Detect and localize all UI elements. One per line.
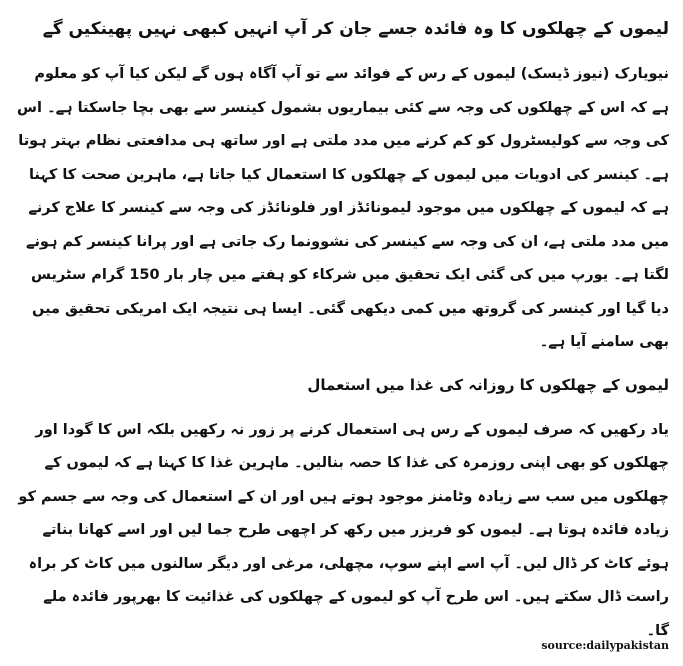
article-subheading: لیموں کے چھلکوں کا روزانہ کی غذا میں استعمال <box>307 375 669 394</box>
article-title: لیموں کے چھلکوں کا وہ فائدہ جسے جان کر آپ انہیں کبھی نہیں پھینکیں گے <box>42 19 669 39</box>
article-paragraph-1: نیویارک (نیوز ڈیسک) لیموں کے رس کے فوائد سے تو آپ آگاہ ہوں گے لیکن کیا آپ کو معلوم ہے کہ اس کے چھلکوں کی وجہ سے کئی بیماریوں بشمول کینسر سے بھی بچا جاسکتا ہے۔ اس کی وجہ سے کولیسٹرول کو کم کرنے میں مدد ملتی ہے اور ساتھ ہی مدافعتی نظام بہتر ہوتا ہے۔ کینسر کی ادویات میں لیموں کے چھلکوں کا استعمال کیا جاتا ہے، ماہرین صحت کا کہنا ہے کہ لیموں کے چھلکوں میں موجود لیمونائڈز اور فلونائڈز کی وجہ سے کینسر کا علاج کرنے میں مدد ملتی ہے، ان کی وجہ سے کینسر کی نشوونما رک جاتی ہے اور پرانا کینسر کم ہونے لگتا ہے۔ یورپ میں کی گئی ایک تحقیق میں شرکاء کو ہفتے میں چار بار 150 گرام سٹریس دیا گیا اور کینسر کی گروتھ میں کمی دیکھی گئی۔ ایسا ہی نتیجہ ایک امریکی تحقیق میں بھی سامنے آیا ہے۔ <box>17 66 669 350</box>
source-credit: source:dailypakistan <box>541 639 669 652</box>
article-paragraph-2: یاد رکھیں کہ صرف لیموں کے رس ہی استعمال کرنے پر زور نہ رکھیں بلکہ اس کا گودا اور چھلکوں کو بھی اپنی روزمرہ کی غذا کا حصہ بنالیں۔ ماہرین غذا کا کہنا ہے کہ لیموں کے چھلکوں میں سب سے زیادہ وٹامنز موجود ہوتے ہیں اور ان کے استعمال کی وجہ سے جسم کو زیادہ فائدہ ہوتا ہے۔ لیموں کو فریزر میں رکھ کر اچھی طرح جما لیں اور اسے کھانا بناتے ہوئے کاٹ کر ڈال لیں۔ آپ اسے اپنے سوپ، مچھلی، مرغی اور دیگر سالنوں میں کاٹ کر براہ راست ڈال سکتے ہیں۔ اس طرح آپ کو لیموں کے چھلکوں کی غذائیت کا بھرپور فائدہ ملے گا۔ <box>18 421 669 639</box>
